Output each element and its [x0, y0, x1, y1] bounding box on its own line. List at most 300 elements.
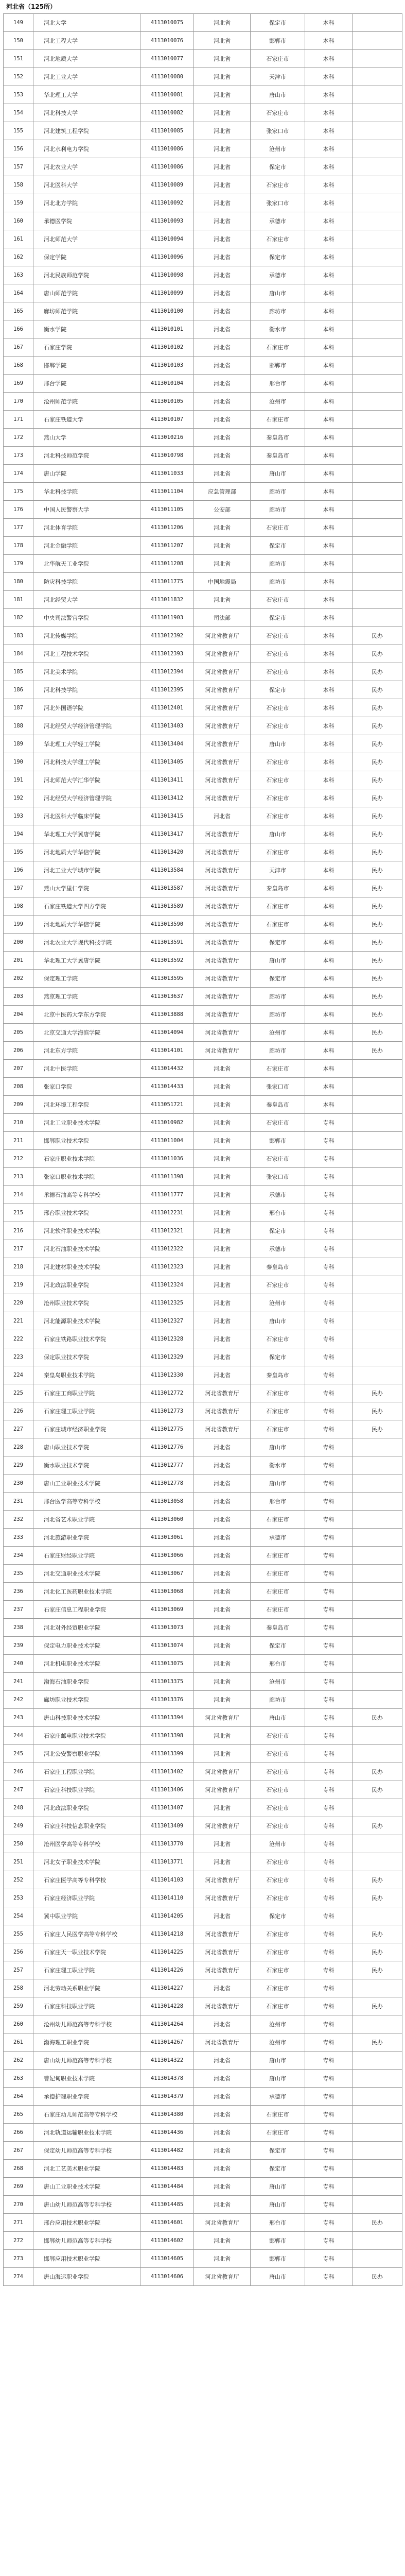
row-number-cell: 244	[4, 1727, 33, 1745]
row-number-cell: 154	[4, 104, 33, 122]
authority-cell: 河北省	[194, 1438, 251, 1456]
note-cell: 民办	[353, 1889, 402, 1907]
authority-cell: 河北省	[194, 2015, 251, 2033]
authority-cell: 河北省	[194, 375, 251, 393]
table-row	[4, 1763, 402, 1781]
note-cell	[353, 122, 402, 140]
authority-cell: 河北省	[194, 2124, 251, 2142]
level-cell: 专科	[305, 1114, 353, 1132]
authority-cell: 河北省	[194, 86, 251, 104]
school-name-cell: 河北旅游职业学院	[33, 1529, 140, 1547]
school-code-cell: 4113013074	[140, 1637, 194, 1655]
row-number-cell: 173	[4, 447, 33, 465]
note-cell: 民办	[353, 2214, 402, 2232]
row-number-cell: 241	[4, 1673, 33, 1691]
note-cell	[353, 555, 402, 573]
level-cell: 本科	[305, 537, 353, 555]
row-number-cell: 271	[4, 2214, 33, 2232]
row-number-cell: 195	[4, 843, 33, 861]
authority-cell: 河北省教育厅	[194, 1925, 251, 1943]
city-cell: 石家庄市	[251, 1817, 305, 1835]
row-number-cell: 212	[4, 1150, 33, 1168]
note-cell	[353, 1132, 402, 1150]
note-cell	[353, 338, 402, 357]
city-cell: 秦皇岛市	[251, 429, 305, 447]
school-name-cell: 北华航天工业学院	[33, 555, 140, 573]
school-code-cell: 4113010086	[140, 158, 194, 176]
school-code-cell: 4113011004	[140, 1132, 194, 1150]
authority-cell: 河北省	[194, 1583, 251, 1601]
authority-cell: 河北省	[194, 447, 251, 465]
note-cell	[353, 1907, 402, 1925]
row-number-cell: 157	[4, 158, 33, 176]
school-name-cell: 河北能源职业技术学院	[33, 1312, 140, 1330]
note-cell: 民办	[353, 663, 402, 681]
school-name-cell: 华北理工大学冀唐学院	[33, 825, 140, 843]
level-cell: 专科	[305, 1150, 353, 1168]
row-number-cell: 264	[4, 2088, 33, 2106]
school-name-cell: 河北科技大学	[33, 104, 140, 122]
row-number-cell: 236	[4, 1583, 33, 1601]
school-name-cell: 河北传媒学院	[33, 627, 140, 645]
level-cell: 本科	[305, 970, 353, 988]
authority-cell: 河北省教育厅	[194, 735, 251, 753]
school-code-cell: 4113013069	[140, 1601, 194, 1619]
school-name-cell: 河北民族师范学院	[33, 266, 140, 284]
authority-cell: 河北省	[194, 2142, 251, 2160]
note-cell: 民办	[353, 1006, 402, 1024]
city-cell: 石家庄市	[251, 50, 305, 68]
level-cell: 专科	[305, 2232, 353, 2250]
table-row	[4, 1114, 402, 1132]
city-cell: 保定市	[251, 1907, 305, 1925]
note-cell	[353, 1511, 402, 1529]
note-cell	[353, 1583, 402, 1601]
level-cell: 专科	[305, 1186, 353, 1204]
school-code-cell: 4113013407	[140, 1799, 194, 1817]
school-name-cell: 石家庄铁路职业技术学院	[33, 1330, 140, 1348]
row-number-cell: 238	[4, 1619, 33, 1637]
city-cell: 石家庄市	[251, 1114, 305, 1132]
school-name-cell: 河北金融学院	[33, 537, 140, 555]
row-number-cell: 151	[4, 50, 33, 68]
city-cell: 廊坊市	[251, 302, 305, 320]
authority-cell: 河北省	[194, 1294, 251, 1312]
table-row	[4, 627, 402, 645]
note-cell	[353, 32, 402, 50]
city-cell: 石家庄市	[251, 717, 305, 735]
table-row	[4, 519, 402, 537]
school-code-cell: 4113013399	[140, 1745, 194, 1763]
level-cell: 专科	[305, 1312, 353, 1330]
school-name-cell: 沧州幼儿师范高等专科学校	[33, 2015, 140, 2033]
authority-cell: 河北省	[194, 1276, 251, 1294]
row-number-cell: 237	[4, 1601, 33, 1619]
note-cell	[353, 609, 402, 627]
table-row	[4, 1475, 402, 1493]
school-code-cell: 4113013406	[140, 1781, 194, 1799]
level-cell: 本科	[305, 952, 353, 970]
row-number-cell: 170	[4, 393, 33, 411]
school-name-cell: 河北师范大学汇华学院	[33, 771, 140, 789]
school-code-cell: 4113013637	[140, 988, 194, 1006]
school-name-cell: 燕山大学	[33, 429, 140, 447]
city-cell: 沧州市	[251, 2015, 305, 2033]
level-cell: 专科	[305, 1745, 353, 1763]
school-code-cell: 4113051721	[140, 1096, 194, 1114]
note-cell	[353, 1691, 402, 1709]
row-number-cell: 274	[4, 2268, 33, 2286]
level-cell: 本科	[305, 645, 353, 663]
authority-cell: 河北省	[194, 1096, 251, 1114]
city-cell: 张家口市	[251, 194, 305, 212]
school-code-cell: 4113013409	[140, 1817, 194, 1835]
school-name-cell: 廊坊职业技术学院	[33, 1691, 140, 1709]
note-cell	[353, 357, 402, 375]
level-cell: 专科	[305, 1817, 353, 1835]
city-cell: 秦皇岛市	[251, 447, 305, 465]
school-name-cell: 石家庄科技信息职业学院	[33, 1817, 140, 1835]
authority-cell: 河北省教育厅	[194, 1817, 251, 1835]
school-code-cell: 4113014103	[140, 1871, 194, 1889]
city-cell: 石家庄市	[251, 1150, 305, 1168]
row-number-cell: 232	[4, 1511, 33, 1529]
city-cell: 承德市	[251, 1529, 305, 1547]
city-cell: 廊坊市	[251, 1042, 305, 1060]
note-cell: 民办	[353, 970, 402, 988]
level-cell: 专科	[305, 1853, 353, 1871]
level-cell: 本科	[305, 248, 353, 266]
school-name-cell: 石家庄科技职业学院	[33, 1781, 140, 1799]
table-row	[4, 1637, 402, 1655]
school-name-cell: 河北医科大学	[33, 176, 140, 194]
school-code-cell: 4113014432	[140, 1060, 194, 1078]
level-cell: 专科	[305, 1979, 353, 1997]
school-name-cell: 邯郸应用技术职业学院	[33, 2250, 140, 2268]
authority-cell: 河北省	[194, 1637, 251, 1655]
table-row	[4, 1024, 402, 1042]
level-cell: 专科	[305, 2124, 353, 2142]
level-cell: 专科	[305, 2052, 353, 2070]
table-row	[4, 1727, 402, 1745]
table-row	[4, 645, 402, 663]
school-name-cell: 石家庄幼儿师范高等专科学校	[33, 2106, 140, 2124]
row-number-cell: 210	[4, 1114, 33, 1132]
authority-cell: 河北省	[194, 212, 251, 230]
table-row	[4, 1925, 402, 1943]
city-cell: 保定市	[251, 609, 305, 627]
school-code-cell: 4113013590	[140, 916, 194, 934]
row-number-cell: 175	[4, 483, 33, 501]
table-row	[4, 1006, 402, 1024]
table-row	[4, 1745, 402, 1763]
school-code-cell: 4113013060	[140, 1511, 194, 1529]
row-number-cell: 211	[4, 1132, 33, 1150]
authority-cell: 河北省	[194, 2160, 251, 2178]
authority-cell: 河北省	[194, 1619, 251, 1637]
school-name-cell: 河北工业职业技术学院	[33, 1114, 140, 1132]
row-number-cell: 251	[4, 1853, 33, 1871]
school-code-cell: 4113013067	[140, 1565, 194, 1583]
level-cell: 本科	[305, 717, 353, 735]
note-cell: 民办	[353, 1384, 402, 1402]
authority-cell: 司法部	[194, 609, 251, 627]
row-number-cell: 240	[4, 1655, 33, 1673]
note-cell	[353, 2052, 402, 2070]
authority-cell: 河北省	[194, 1493, 251, 1511]
authority-cell: 河北省	[194, 32, 251, 50]
city-cell: 石家庄市	[251, 1745, 305, 1763]
school-name-cell: 唐山师范学院	[33, 284, 140, 302]
level-cell: 专科	[305, 1889, 353, 1907]
city-cell: 石家庄市	[251, 843, 305, 861]
level-cell: 专科	[305, 1547, 353, 1565]
city-cell: 邢台市	[251, 1493, 305, 1511]
school-name-cell: 北京交通大学海滨学院	[33, 1024, 140, 1042]
note-cell: 民办	[353, 699, 402, 717]
level-cell: 专科	[305, 1997, 353, 2015]
authority-cell: 河北省	[194, 1132, 251, 1150]
note-cell: 民办	[353, 681, 402, 699]
school-code-cell: 4113010082	[140, 104, 194, 122]
row-number-cell: 259	[4, 1997, 33, 2015]
city-cell: 唐山市	[251, 2196, 305, 2214]
school-code-cell: 4113014322	[140, 2052, 194, 2070]
school-code-cell: 4113013073	[140, 1619, 194, 1637]
school-name-cell: 河北北方学院	[33, 194, 140, 212]
level-cell: 专科	[305, 1835, 353, 1853]
note-cell	[353, 230, 402, 248]
authority-cell: 河北省	[194, 465, 251, 483]
city-cell: 保定市	[251, 537, 305, 555]
row-number-cell: 246	[4, 1763, 33, 1781]
row-number-cell: 164	[4, 284, 33, 302]
note-cell	[353, 1330, 402, 1348]
row-number-cell: 165	[4, 302, 33, 320]
authority-cell: 河北省	[194, 122, 251, 140]
note-cell	[353, 1601, 402, 1619]
note-cell	[353, 393, 402, 411]
school-code-cell: 4113014205	[140, 1907, 194, 1925]
city-cell: 石家庄市	[251, 230, 305, 248]
level-cell: 专科	[305, 1438, 353, 1456]
authority-cell: 河北省教育厅	[194, 1997, 251, 2015]
school-code-cell: 4113013405	[140, 753, 194, 771]
school-name-cell: 石家庄城市经济职业学院	[33, 1420, 140, 1438]
table-row	[4, 248, 402, 266]
table-row	[4, 411, 402, 429]
city-cell: 保定市	[251, 2142, 305, 2160]
school-name-cell: 石家庄天一职业技术学院	[33, 1943, 140, 1961]
level-cell: 专科	[305, 1727, 353, 1745]
level-cell: 专科	[305, 2178, 353, 2196]
school-name-cell: 华北理工大学轻工学院	[33, 735, 140, 753]
school-name-cell: 石家庄学院	[33, 338, 140, 357]
note-cell	[353, 1673, 402, 1691]
table-row	[4, 2214, 402, 2232]
school-name-cell: 石家庄铁道大学四方学院	[33, 897, 140, 916]
authority-cell: 河北省教育厅	[194, 2033, 251, 2052]
authority-cell: 河北省教育厅	[194, 952, 251, 970]
level-cell: 本科	[305, 411, 353, 429]
city-cell: 保定市	[251, 158, 305, 176]
school-code-cell: 4113010081	[140, 86, 194, 104]
authority-cell: 河北省教育厅	[194, 1024, 251, 1042]
row-number-cell: 272	[4, 2232, 33, 2250]
level-cell: 专科	[305, 1655, 353, 1673]
school-name-cell: 石家庄工商职业学院	[33, 1384, 140, 1402]
note-cell	[353, 248, 402, 266]
school-code-cell: 4113014606	[140, 2268, 194, 2286]
school-code-cell: 4113013061	[140, 1529, 194, 1547]
city-cell: 保定市	[251, 681, 305, 699]
note-cell	[353, 284, 402, 302]
note-cell	[353, 212, 402, 230]
school-code-cell: 4113011206	[140, 519, 194, 537]
table-row	[4, 988, 402, 1006]
school-name-cell: 石家庄工程职业学院	[33, 1763, 140, 1781]
authority-cell: 河北省	[194, 2232, 251, 2250]
level-cell: 本科	[305, 140, 353, 158]
school-code-cell: 4113013411	[140, 771, 194, 789]
level-cell: 本科	[305, 934, 353, 952]
level-cell: 专科	[305, 1366, 353, 1384]
authority-cell: 河北省	[194, 591, 251, 609]
city-cell: 石家庄市	[251, 1853, 305, 1871]
note-cell	[353, 1745, 402, 1763]
city-cell: 石家庄市	[251, 1763, 305, 1781]
school-code-cell: 4113013587	[140, 879, 194, 897]
row-number-cell: 188	[4, 717, 33, 735]
city-cell: 石家庄市	[251, 1276, 305, 1294]
school-code-cell: 4113011033	[140, 465, 194, 483]
note-cell	[353, 140, 402, 158]
school-name-cell: 唐山职业技术学院	[33, 1438, 140, 1456]
level-cell: 专科	[305, 1420, 353, 1438]
school-code-cell: 4113012401	[140, 699, 194, 717]
city-cell: 衡水市	[251, 1456, 305, 1475]
note-cell	[353, 591, 402, 609]
table-row	[4, 1835, 402, 1853]
level-cell: 专科	[305, 1871, 353, 1889]
note-cell	[353, 302, 402, 320]
school-name-cell: 河北科技师范学院	[33, 447, 140, 465]
school-code-cell: 4113013420	[140, 843, 194, 861]
authority-cell: 河北省	[194, 1853, 251, 1871]
row-number-cell: 200	[4, 934, 33, 952]
school-name-cell: 河北师范大学	[33, 230, 140, 248]
note-cell	[353, 1799, 402, 1817]
city-cell: 邢台市	[251, 1655, 305, 1673]
row-number-cell: 248	[4, 1799, 33, 1817]
table-row	[4, 1456, 402, 1475]
city-cell: 秦皇岛市	[251, 1258, 305, 1276]
school-code-cell: 4113012328	[140, 1330, 194, 1348]
school-name-cell: 华北理工大学	[33, 86, 140, 104]
level-cell: 专科	[305, 1132, 353, 1150]
city-cell: 保定市	[251, 248, 305, 266]
row-number-cell: 186	[4, 681, 33, 699]
school-name-cell: 邢台学院	[33, 375, 140, 393]
note-cell: 民办	[353, 1943, 402, 1961]
level-cell: 专科	[305, 1204, 353, 1222]
level-cell: 专科	[305, 1258, 353, 1276]
city-cell: 承德市	[251, 1186, 305, 1204]
row-number-cell: 187	[4, 699, 33, 717]
row-number-cell: 214	[4, 1186, 33, 1204]
school-code-cell: 4113012393	[140, 645, 194, 663]
table-row	[4, 699, 402, 717]
level-cell: 本科	[305, 429, 353, 447]
school-code-cell: 4113013417	[140, 825, 194, 843]
authority-cell: 河北省	[194, 2106, 251, 2124]
school-name-cell: 河北工业大学城市学院	[33, 861, 140, 879]
school-name-cell: 河北机电职业技术学院	[33, 1655, 140, 1673]
level-cell: 本科	[305, 519, 353, 537]
school-name-cell: 河北工业大学	[33, 68, 140, 86]
school-code-cell: 4113011903	[140, 609, 194, 627]
level-cell: 专科	[305, 1384, 353, 1402]
authority-cell: 河北省教育厅	[194, 897, 251, 916]
authority-cell: 河北省教育厅	[194, 717, 251, 735]
school-code-cell: 4113012322	[140, 1240, 194, 1258]
city-cell: 唐山市	[251, 86, 305, 104]
authority-cell: 河北省教育厅	[194, 645, 251, 663]
authority-cell: 河北省教育厅	[194, 2214, 251, 2232]
school-code-cell: 4113014110	[140, 1889, 194, 1907]
authority-cell: 河北省教育厅	[194, 1871, 251, 1889]
city-cell: 唐山市	[251, 2052, 305, 2070]
table-row	[4, 2070, 402, 2088]
level-cell: 本科	[305, 861, 353, 879]
city-cell: 唐山市	[251, 465, 305, 483]
table-row	[4, 825, 402, 843]
note-cell	[353, 1294, 402, 1312]
level-cell: 本科	[305, 465, 353, 483]
row-number-cell: 209	[4, 1096, 33, 1114]
table-row	[4, 14, 402, 32]
authority-cell: 河北省教育厅	[194, 2268, 251, 2286]
row-number-cell: 202	[4, 970, 33, 988]
authority-cell: 河北省	[194, 807, 251, 825]
row-number-cell: 155	[4, 122, 33, 140]
school-name-cell: 邯郸幼儿师范高等专科学校	[33, 2232, 140, 2250]
row-number-cell: 162	[4, 248, 33, 266]
level-cell: 专科	[305, 1673, 353, 1691]
note-cell: 民办	[353, 627, 402, 645]
level-cell: 本科	[305, 555, 353, 573]
row-number-cell: 206	[4, 1042, 33, 1060]
city-cell: 石家庄市	[251, 1330, 305, 1348]
authority-cell: 河北省	[194, 1240, 251, 1258]
level-cell: 专科	[305, 1691, 353, 1709]
city-cell: 唐山市	[251, 952, 305, 970]
level-cell: 专科	[305, 1763, 353, 1781]
level-cell: 本科	[305, 771, 353, 789]
row-number-cell: 253	[4, 1889, 33, 1907]
authority-cell: 河北省教育厅	[194, 699, 251, 717]
school-name-cell: 渤海石油职业学院	[33, 1673, 140, 1691]
authority-cell: 河北省	[194, 1511, 251, 1529]
school-code-cell: 4113014484	[140, 2178, 194, 2196]
level-cell: 本科	[305, 68, 353, 86]
note-cell	[353, 1222, 402, 1240]
table-row	[4, 1565, 402, 1583]
row-number-cell: 198	[4, 897, 33, 916]
school-code-cell: 4113014226	[140, 1961, 194, 1979]
city-cell: 沧州市	[251, 140, 305, 158]
school-code-cell: 4113014433	[140, 1078, 194, 1096]
